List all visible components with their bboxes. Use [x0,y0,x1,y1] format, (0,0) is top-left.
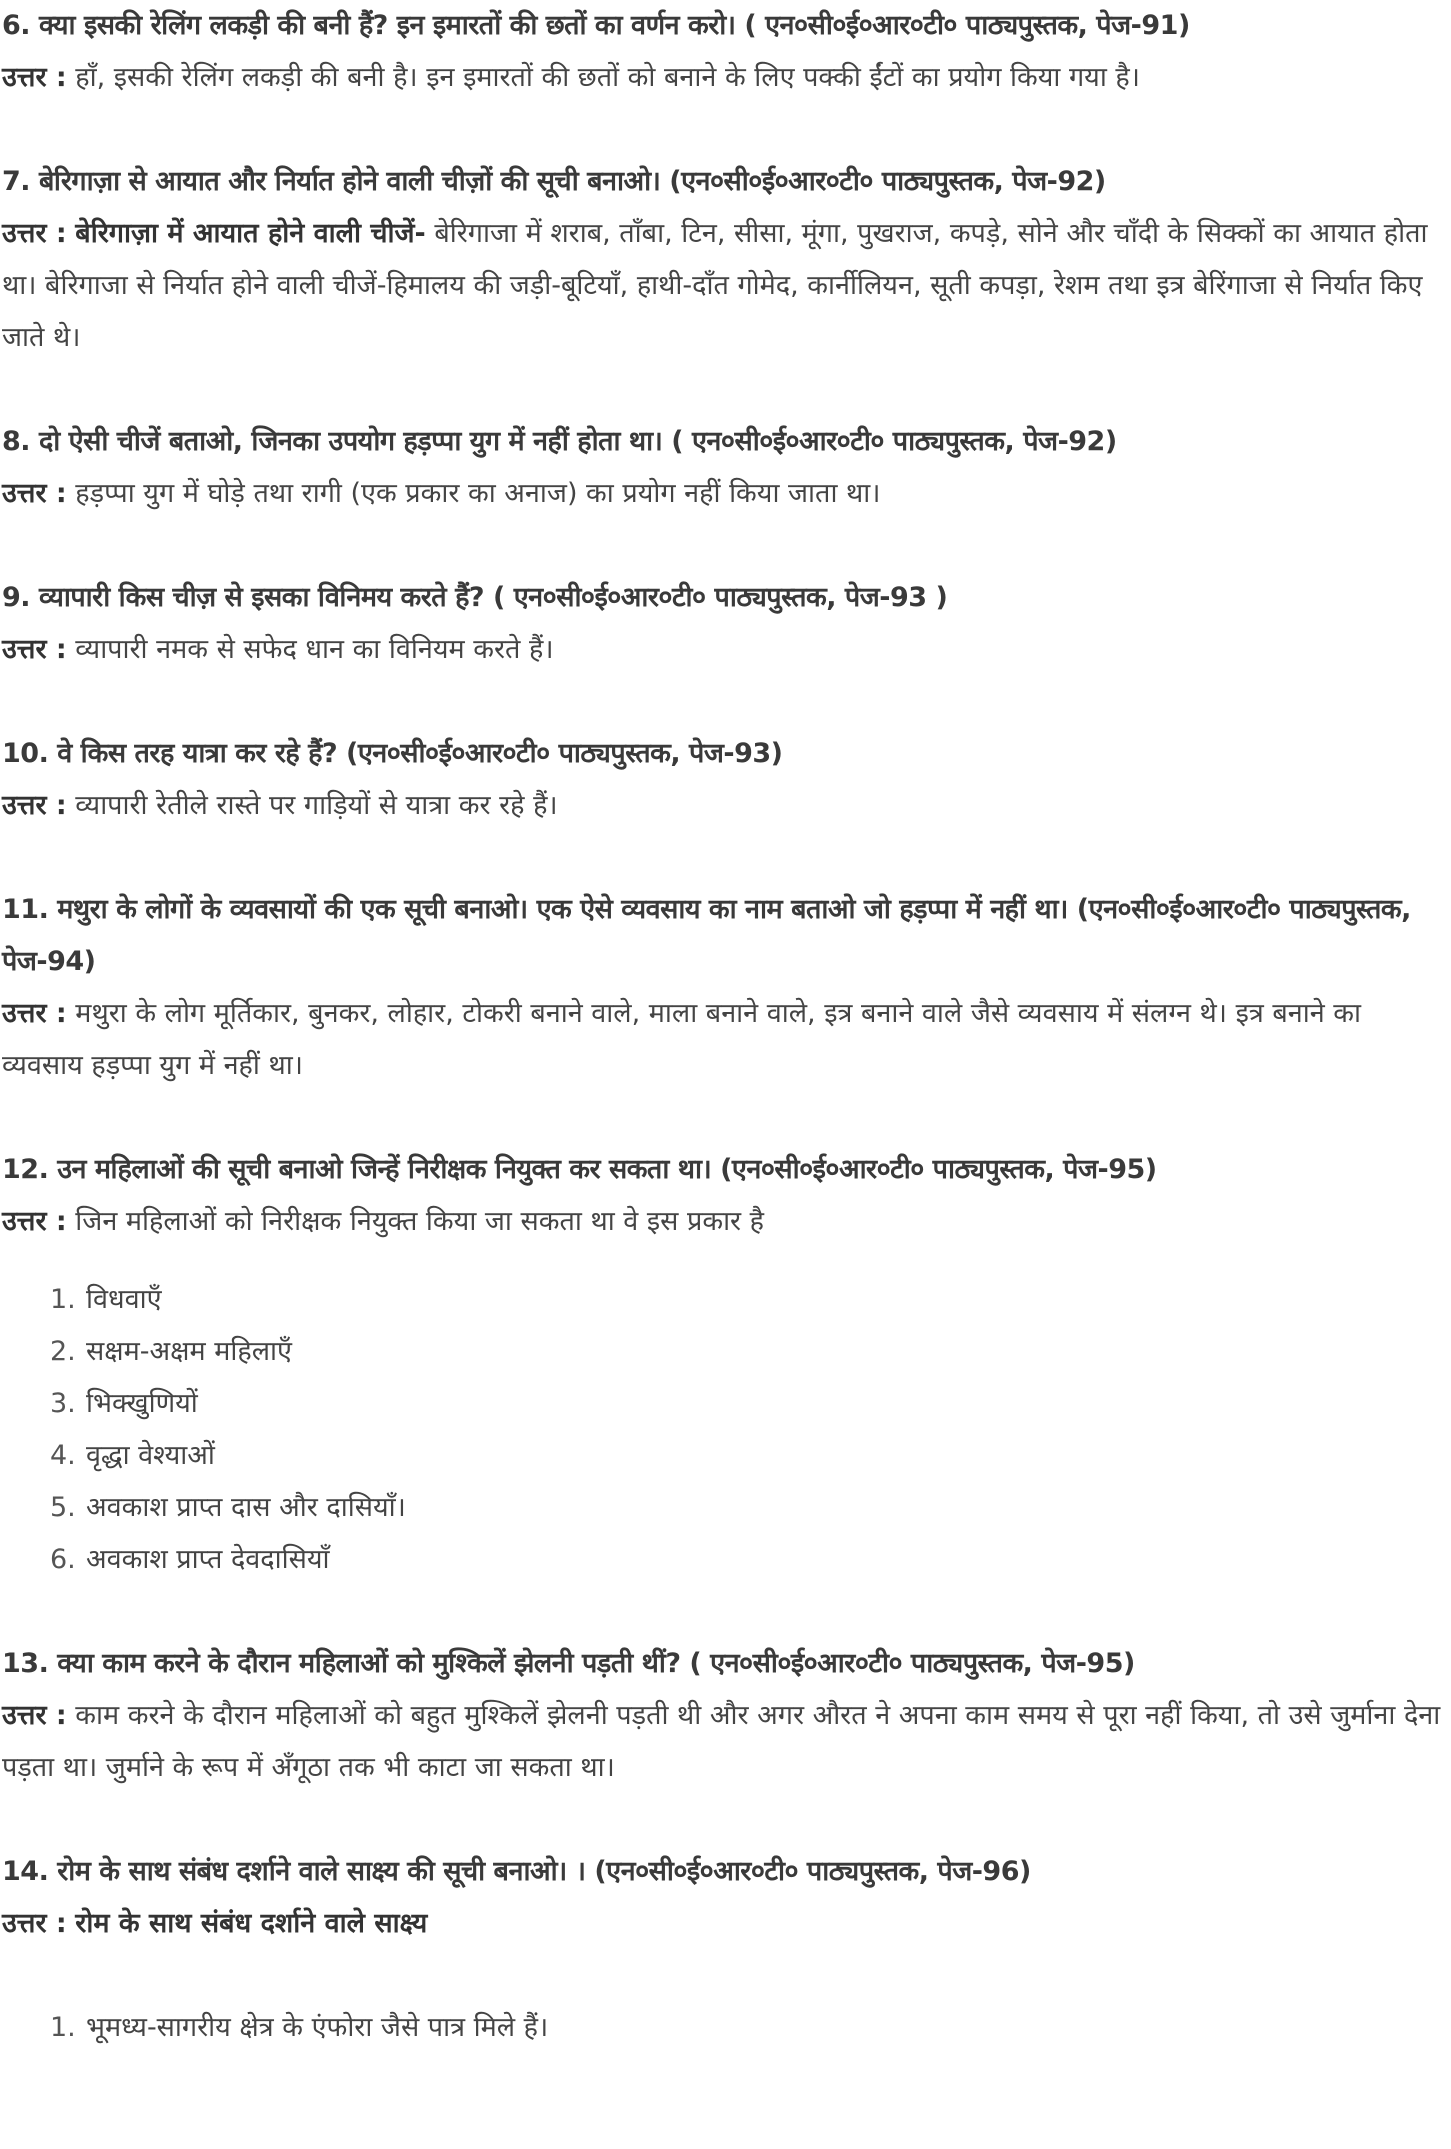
answer-label: उत्तर : [2,634,67,665]
answer-text: बेरिगाजा में शराब, ताँबा, टिन, सीसा, मूंगा, पुखराज, कपड़े, सोने और चाँदी के सिक्कों का आयात होता था। बेरिगाजा से निर्यात होने वाली चीजें-हिमालय की जड़ी-बूटियाँ, हाथी-दाँत गोमेद, कार्नीलियन, सूती कपड़ा, रेशम तथा इत्र बेरिंगाजा से निर्यात किए जाते थे। [2,218,1428,353]
answer-text: व्यापारी नमक से सफेद धान का विनियम करते हैं। [75,634,554,665]
qa-block-11 [2,884,1449,1092]
question-11: 11. मथुरा के लोगों के व्यवसायों की एक सूची बनाओ। एक ऐसे व्यवसाय का नाम बताओ जो हड़प्पा में नहीं था। (एन०सी०ई०आर०टी० पाठ्यपुस्तक, पेज-94) [2,894,1411,977]
qa-block-6 [2,0,1449,104]
list-item: 4. वृद्धा वेश्याओं [50,1440,215,1471]
answer-text: हड़प्पा युग में घोड़े तथा रागी (एक प्रकार का अनाज) का प्रयोग नहीं किया जाता था। [75,478,881,509]
answer-label: उत्तर : [2,218,67,249]
answer-9 [2,624,1449,676]
answer-label: उत्तर : [2,998,67,1029]
list-item: 5. अवकाश प्राप्त दास और दासियाँ। [50,1492,406,1523]
question-7: 7. बेरिगाज़ा से आयात और निर्यात होने वाली चीज़ों की सूची बनाओ। (एन०सी०ई०आर०टी० पाठ्यपुस्तक, पेज-92) [2,166,1106,197]
qa-block-14 [2,1846,1449,2054]
qa-block-10 [2,728,1449,832]
question-10: 10. वे किस तरह यात्रा कर रहे हैं? (एन०सी०ई०आर०टी० पाठ्यपुस्तक, पेज-93) [2,738,783,769]
answer-text: काम करने के दौरान महिलाओं को बहुत मुश्किलें झेलनी पड़ती थी और अगर औरत ने अपना काम समय से पूरा नहीं किया, तो उसे जुर्माना देना पड़ता था। जुर्माने के रूप में अँगूठा तक भी काटा जा सकता था। [2,1700,1441,1783]
list-item: 3. भिक्खुणियों [50,1388,198,1419]
qa-block-7 [2,156,1449,364]
qa-block-9 [2,572,1449,676]
answer-bold-text: बेरिगाज़ा में आयात होने वाली चीजें- [75,218,426,249]
answer-11 [2,988,1449,1092]
answer-8 [2,468,1449,520]
answer-12 [2,1196,1449,1248]
answer-14 [2,1898,1449,1950]
answer-text: जिन महिलाओं को निरीक्षक नियुक्त किया जा सकता था वे इस प्रकार है [75,1206,765,1237]
answer-10 [2,780,1449,832]
question-12: 12. उन महिलाओं की सूची बनाओ जिन्हें निरीक्षक नियुक्त कर सकता था। (एन०सी०ई०आर०टी० पाठ्यपुस्तक, पेज-95) [2,1154,1157,1185]
answer-label: उत्तर : [2,1206,67,1237]
question-8: 8. दो ऐसी चीजें बताओ, जिनका उपयोग हड़प्पा युग में नहीं होता था। ( एन०सी०ई०आर०टी० पाठ्यपुस्तक, पेज-92) [2,426,1117,457]
question-13: 13. क्या काम करने के दौरान महिलाओं को मुश्किलें झेलनी पड़ती थीं? ( एन०सी०ई०आर०टी० पाठ्यपुस्तक, पेज-95) [2,1648,1135,1679]
answer-label: उत्तर : [2,1700,67,1731]
question-6: 6. क्या इसकी रेलिंग लकड़ी की बनी हैं? इन इमारतों की छतों का वर्णन करो। ( एन०सी०ई०आर०टी० पाठ्यपुस्तक, पेज-91) [2,10,1190,41]
qa-block-12 [2,1144,1449,1586]
answer-label: उत्तर : [2,1908,67,1939]
answer-7 [2,208,1449,364]
list-item: 1. विधवाएँ [50,1284,162,1315]
question-9: 9. व्यापारी किस चीज़ से इसका विनिमय करते हैं? ( एन०सी०ई०आर०टी० पाठ्यपुस्तक, पेज-93 ) [2,582,948,613]
qa-block-13 [2,1638,1449,1794]
question-14: 14. रोम के साथ संबंध दर्शाने वाले साक्ष्य की सूची बनाओ। । (एन०सी०ई०आर०टी० पाठ्यपुस्तक, पेज-96) [2,1856,1031,1887]
answer-label: उत्तर : [2,478,67,509]
answer-text: हाँ, इसकी रेलिंग लकड़ी की बनी है। इन इमारतों की छतों को बनाने के लिए पक्की ईंटों का प्रयोग किया गया है। [75,62,1140,93]
list-item: 2. सक्षम-अक्षम महिलाएँ [50,1336,292,1367]
list-item: 1. भूमध्य-सागरीय क्षेत्र के एंफोरा जैसे पात्र मिले हैं। [50,2012,549,2043]
answer-6 [2,52,1449,104]
rome-evidence-list [2,2002,1449,2054]
answer-13 [2,1690,1449,1794]
answer-bold-text: रोम के साथ संबंध दर्शाने वाले साक्ष्य [75,1908,428,1939]
answer-text: मथुरा के लोग मूर्तिकार, बुनकर, लोहार, टोकरी बनाने वाले, माला बनाने वाले, इत्र बनाने वाले जैसे व्यवसाय में संलग्न थे। इत्र बनाने का व्यवसाय हड़प्पा युग में नहीं था। [2,998,1362,1081]
list-item: 6. अवकाश प्राप्त देवदासियाँ [50,1544,330,1575]
answer-label: उत्तर : [2,790,67,821]
qa-block-8 [2,416,1449,520]
women-list [2,1274,1449,1586]
answer-label: उत्तर : [2,62,67,93]
answer-text: व्यापारी रेतीले रास्ते पर गाड़ियों से यात्रा कर रहे हैं। [75,790,558,821]
